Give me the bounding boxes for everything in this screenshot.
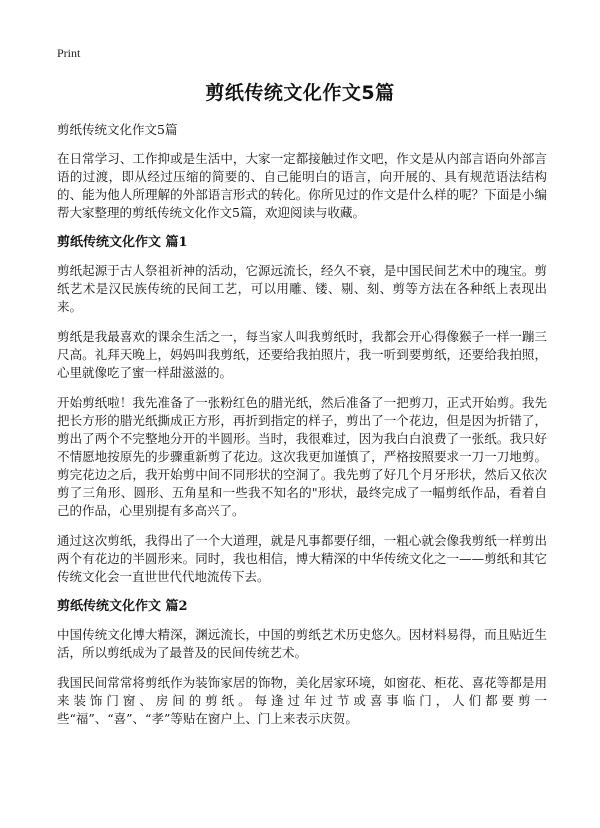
article-subtitle: 剪纸传统文化作文5篇: [57, 122, 178, 137]
section-paragraph: 剪纸起源于古人祭祖祈神的活动，它源远流长，经久不衰，是中国民间艺术中的瑰宝。剪纸艺术是汉民族传统的民间工艺，可以用雕、镂、剔、刻、剪等方法在各种纸上表现出来。: [57, 263, 547, 314]
section-paragraph: 剪纸是我最喜欢的课余生活之一，每当家人叫我剪纸时，我都会开心得像猴子一样一蹦三尺高。礼拜天晚上，妈妈叫我剪纸，还要给我拍照片，我一听到要剪纸，还要给我拍照，心里就像吃了蜜一样甜滋滋的。: [57, 329, 547, 380]
section-paragraph: 我国民间常常将剪纸作为装饰家居的饰物，美化居家环境，如窗花、柜花、喜花等都是用来装饰门窗、房间的剪纸。每逢过年过节或喜事临门，人们都要剪一些“福”、“喜”、“孝”等贴在窗户上、门上来表示庆贺。: [57, 675, 547, 726]
section-heading: 剪纸传统文化作文 篇2: [57, 599, 188, 614]
section-paragraph: 通过这次剪纸，我得出了一个大道理，就是凡事都要仔细，一粗心就会像我剪纸一样剪出两个有花边的半圆形来。同时，我也相信，博大精深的中华传统文化之一——剪纸和其它传统文化会一直世世代代地流传下去。: [57, 533, 547, 584]
print-label[interactable]: Print: [57, 46, 81, 60]
section-heading: 剪纸传统文化作文 篇1: [57, 235, 188, 250]
article-body: [57, 121, 547, 740]
section-1: [57, 234, 547, 586]
page-title: 剪纸传统文化作文5篇: [205, 82, 395, 104]
section-paragraph: 开始剪纸啦！我先准备了一张粉红色的腊光纸，然后准备了一把剪刀，正式开始剪。我先把长方形的腊光纸撕成正方形，再折到指定的样子，剪出了一个花边，但是因为折错了，剪出了两个不完整地分开的半圆形。当时，我很难过，因为我白白浪费了一张纸。我只好不情愿地按原先的步骤重新剪了花边。这次我更加谨慎了，严格按照要求一刀一刀地剪。剪完花边之后，我开始剪中间不同形状的空洞了。我先剪了好几个月牙形状，然后又依次剪了三角形、圆形、五角星和一些我不知名的"形状，最终完成了一幅剪纸作品，看着自己的作品，心里别提有多高兴了。: [57, 395, 547, 518]
section-paragraph: 中国传统文化博大精深，渊远流长，中国的剪纸艺术历史悠久。因材料易得，而且贴近生活，所以剪纸成为了最普及的民间传统艺术。: [57, 627, 547, 660]
section-2: [57, 598, 547, 728]
intro-paragraph: 在日常学习、工作抑或是生活中，大家一定都接触过作文吧，作文是从内部言语向外部言语的过渡，即从经过压缩的简要的、自己能明白的语言，向开展的、具有规范语法结构的、能为他人所理解的外部语言形式的转化。你所见过的作文是什么样的呢？下面是小编帮大家整理的剪纸传统文化作文5篇，欢迎阅读与收藏。: [57, 151, 547, 220]
